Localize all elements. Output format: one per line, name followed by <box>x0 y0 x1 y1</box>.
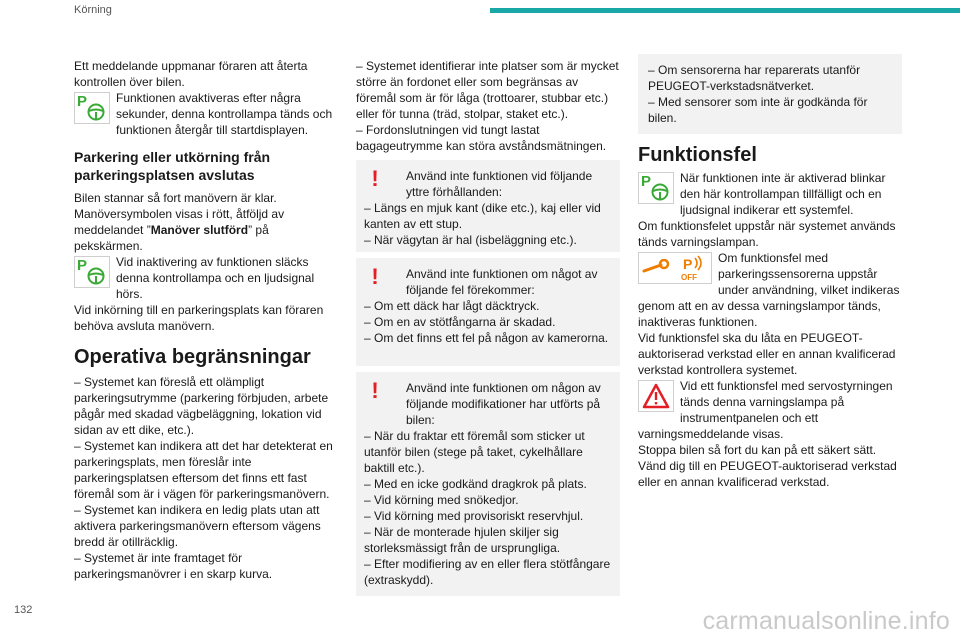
steering-wheel-icon <box>87 103 105 121</box>
warning-title: Använd inte funktionen om någon av följande modifikationer har utförts på bilen: <box>406 381 601 427</box>
svg-text:OFF: OFF <box>681 273 697 282</box>
exclamation-icon: ! <box>371 264 379 289</box>
warning-item: – Med en icke godkänd dragkrok på plats. <box>364 477 587 491</box>
warning-triangle-icon <box>638 380 674 412</box>
warning-item: – När du fraktar ett föremål som sticker ut utanför bilen (stege på taket, cykelhållare baktill etc.). <box>364 429 585 475</box>
warning-box-faults <box>356 258 620 366</box>
column-2 <box>356 58 620 154</box>
warning-title: Använd inte funktionen om något av följande fel förekommer: <box>406 267 598 297</box>
svg-text:P: P <box>683 256 693 272</box>
column-3 <box>638 142 904 490</box>
park-assist-icon: P <box>74 256 110 288</box>
section-title: Körning <box>74 4 112 16</box>
parking-sensor-off-icon <box>677 254 707 282</box>
warning-item: – Om ett däck har lågt däcktryck. <box>364 299 540 313</box>
limit-item: – Systemet kan indikera att det har detekterat en parkeringsplats, men föreslår inte parkeringsplatsen eftersom det finns ett fast föremål som är i vägen för parkeringsmanövern. <box>74 439 333 501</box>
watermark: carmanualsonline.info <box>702 607 950 635</box>
heading-limitations: Operativa begränsningar <box>74 346 311 368</box>
steering-wheel-icon <box>87 267 105 285</box>
info-item: – Med sensorer som inte är godkända för bilen. <box>648 95 868 125</box>
fault-text: Stoppa bilen så fort du kan på ett säkert sätt. <box>638 443 877 457</box>
inactivation-text: Vid inaktivering av funktionen släcks denna kontrollampa och en ljudsignal hörs. <box>116 255 315 301</box>
entry-text: Vid inkörning till en parkeringsplats kan föraren behöva avsluta manövern. <box>74 303 324 333</box>
exclamation-icon: ! <box>371 166 379 191</box>
warning-item: – Efter modifiering av en eller flera stötfångare (extraskydd). <box>364 557 611 587</box>
fault-icons <box>638 252 712 284</box>
fault-text: Vid ett funktionsfel med servostyrningen tänds denna varningslampa på instrumentpanelen och ett varningsmeddelande visas. <box>638 379 893 441</box>
warning-item: – Vid körning med provisoriskt reservhjul. <box>364 509 584 523</box>
park-assist-icon: P <box>74 92 110 124</box>
warning-box-modifications <box>356 372 620 596</box>
fault-text: När funktionen inte är aktiverad blinkar den här kontrollampan tillfälligt och en ljudsignal indikerar ett systemfel. <box>680 171 886 217</box>
warning-item: – Om en av stötfångarna är skadad. <box>364 315 556 329</box>
exclamation-icon: ! <box>371 378 379 403</box>
limit-item: – Fordonslutningen vid tungt lastat bagageutrymme kan störa avståndsmätningen. <box>356 123 607 153</box>
fault-text: Om funktionsfelet uppstår när systemet används tänds varningslampan. <box>638 219 896 249</box>
fault-text: Vänd dig till en PEUGEOT-auktoriserad verkstad eller en annan kvalificerad verkstad. <box>638 459 897 489</box>
page-number: 132 <box>14 604 33 616</box>
warning-item: – Om det finns ett fel på någon av kamerorna. <box>364 331 609 345</box>
column-1 <box>74 58 338 582</box>
fault-text: Om funktionsfel med parkeringssensorerna uppstår under användning, vilket indikeras genom att en av dessa varningslampor tänds, inaktiveras funktionen. <box>638 251 900 329</box>
heading-malfunction: Funktionsfel <box>638 144 757 166</box>
stop-text: Bilen stannar så fort manövern är klar. Manöversymbolen visas i rött, åtföljd av meddelandet ”Manöver slutförd” på pekskärmen. <box>74 191 285 253</box>
warning-item: – Vid körning med snökedjor. <box>364 493 519 507</box>
deactivation-text: Funktionen avaktiveras efter några sekunder, denna kontrollampa tänds och funktionen återgår till startdisplayen. <box>116 91 333 137</box>
intro-text: Ett meddelande uppmanar föraren att återta kontrollen över bilen. <box>74 59 308 89</box>
warning-item: – Längs en mjuk kant (dike etc.), kaj eller vid kanten av ett stup. <box>364 201 601 231</box>
limit-item: – Systemet identifierar inte platser som är mycket större än fordonet eller som begränsas av föremål som är för låga (trottoarer, stubbar etc.) eller för tunna (träd, stolpar, staket etc.). <box>356 59 619 121</box>
park-assist-icon: P <box>638 172 674 204</box>
warning-item: – När de monterade hjulen skiljer sig storleksmässigt från de ursprungliga. <box>364 525 561 555</box>
steering-wheel-icon <box>651 183 669 201</box>
limit-item: – Systemet kan föreslå ett olämpligt parkeringsutrymme (parkering förbjuden, arbete pågår med skadad vägbeläggning, lokation vid sidan av ett dike, etc.). <box>74 375 329 437</box>
limit-item: – Systemet kan indikera en ledig plats utan att aktivera parkeringsmanövern eftersom vägens bredd är otillräcklig. <box>74 503 321 549</box>
warning-item: – När vägytan är hal (isbeläggning etc.). <box>364 233 577 247</box>
limit-item: – Systemet är inte framtaget för parkeringsmanövrer i en skarp kurva. <box>74 551 273 581</box>
wrench-icon <box>641 259 671 277</box>
info-item: – Om sensorerna har reparerats utanför PEUGEOT-verkstadsnätverket. <box>648 63 861 93</box>
header-accent-bar <box>490 8 960 13</box>
fault-text: Vid funktionsfel ska du låta en PEUGEOT-auktoriserad verkstad eller en annan kvalificerad verkstad kontrollera systemet. <box>638 331 896 377</box>
warning-box-conditions <box>356 160 620 252</box>
info-box-sensors <box>638 54 902 134</box>
heading-parking-end: Parkering eller utkörning från parkeringsplatsen avslutas <box>74 149 271 183</box>
warning-title: Använd inte funktionen vid följande yttre förhållanden: <box>406 169 593 199</box>
